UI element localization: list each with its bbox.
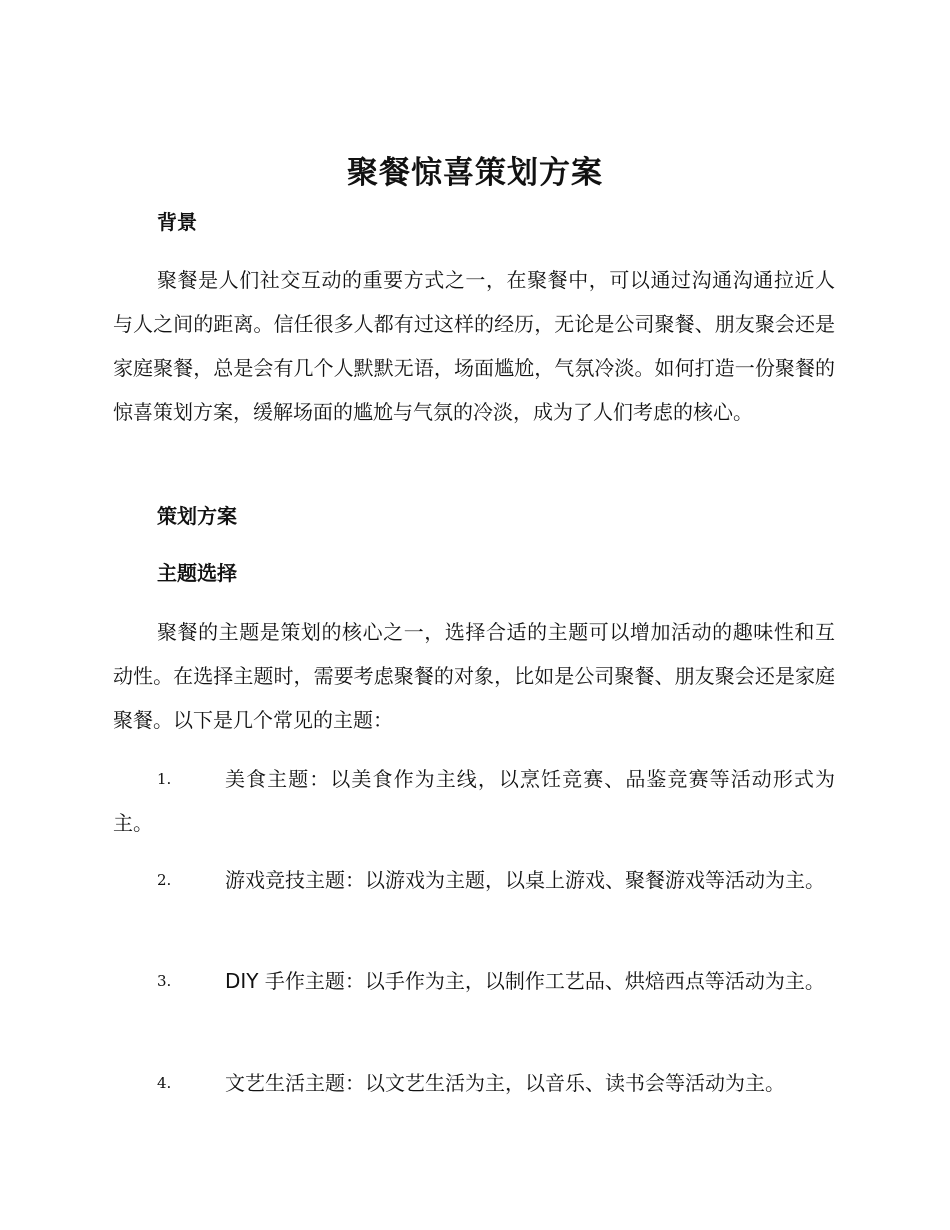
- document-title: 聚餐惊喜策划方案: [347, 155, 603, 191]
- list-item: [113, 1061, 835, 1105]
- list-item-number: 4.: [157, 1074, 172, 1092]
- list-item-number: 1.: [157, 770, 172, 788]
- list-item-text: 美食主题：以美食作为主线，以烹饪竞赛、品鉴竞赛等活动形式为主。: [113, 767, 835, 835]
- list-item-text: DIY 手作主题：以手作为主，以制作工艺品、烘焙西点等活动为主。: [225, 969, 825, 993]
- list-item: [113, 858, 835, 902]
- section-heading-theme: 主题选择: [157, 561, 237, 585]
- list-item-number: 2.: [157, 871, 172, 889]
- section-heading-plan: 策划方案: [157, 504, 237, 528]
- list-item: [113, 757, 835, 845]
- list-item: [113, 959, 835, 1003]
- paragraph-background: 聚餐是人们社交互动的重要方式之一，在聚餐中，可以通过沟通沟通拉近人与人之间的距离。信任很多人都有过这样的经历，无论是公司聚餐、朋友聚会还是家庭聚餐，总是会有几个人默默无语，场面尴尬，气氛冷淡。如何打造一份聚餐的惊喜策划方案，缓解场面的尴尬与气氛的冷淡，成为了人们考虑的核心。: [113, 268, 835, 424]
- list-item-text: 文艺生活主题：以文艺生活为主，以音乐、读书会等活动为主。: [225, 1071, 785, 1095]
- paragraph-theme: 聚餐的主题是策划的核心之一，选择合适的主题可以增加活动的趣味性和互动性。在选择主题时，需要考虑聚餐的对象，比如是公司聚餐、朋友聚会还是家庭聚餐。以下是几个常见的主题：: [113, 620, 835, 732]
- list-item-text: 游戏竞技主题：以游戏为主题，以桌上游戏、聚餐游戏等活动为主。: [225, 868, 825, 892]
- list-item-number: 3.: [157, 972, 172, 990]
- section-heading-background: 背景: [157, 210, 197, 234]
